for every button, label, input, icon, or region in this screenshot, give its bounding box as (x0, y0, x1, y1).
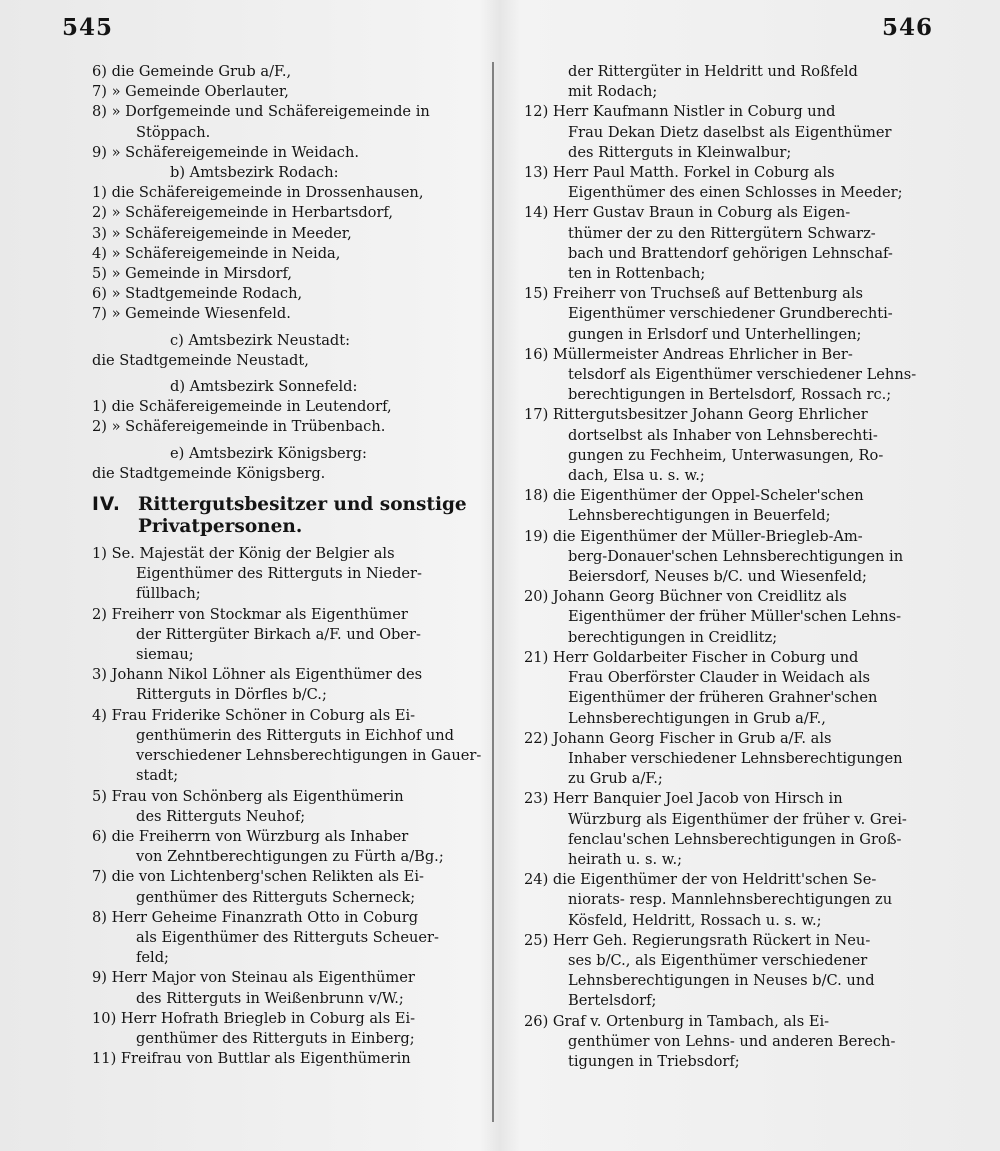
text-line: 10) Herr Hofrath Briegleb in Coburg als Ei- (92, 1009, 416, 1027)
text-line: 5) » Gemeinde in Mirsdorf, (92, 265, 293, 283)
text-line: 22) Johann Georg Fischer in Grub a/F. als (524, 729, 832, 747)
text-line: des Ritterguts in Weißenbrunn v/W.; (136, 989, 404, 1007)
text-line: Lehnsberechtigungen in Neuses b/C. und (568, 972, 875, 990)
text-line: 12) Herr Kaufmann Nistler in Coburg und (524, 103, 836, 121)
text-line: Stöppach. (136, 123, 211, 141)
text-line: Kösfeld, Heldritt, Rossach u. s. w.; (568, 911, 822, 929)
text-line: 7) » Gemeinde Wiesenfeld. (92, 305, 291, 323)
text-line: fenclau'schen Lehnsberechtigungen in Groß- (568, 830, 902, 848)
text-line: 1) die Schäfereigemeinde in Drossenhausen, (92, 184, 424, 202)
text-line: Eigenthümer verschiedener Grundberechti- (568, 305, 893, 323)
text-line: gungen zu Fechheim, Unterwasungen, Ro- (568, 446, 884, 464)
section-title-line-2: Privatpersonen. (138, 516, 303, 538)
text-line: 1) Se. Majestät der König der Belgier als (92, 545, 395, 563)
text-line: siemau; (136, 646, 194, 664)
text-line: 25) Herr Geh. Regierungsrath Rückert in Neu- (524, 931, 871, 949)
text-line: Würzburg als Eigenthümer der früher v. Grei- (568, 810, 907, 828)
text-line: berechtigungen in Creidlitz; (568, 628, 778, 646)
district-heading: d) Amtsbezirk Sonnefeld: (170, 378, 358, 396)
text-line: mit Rodach; (568, 83, 658, 101)
text-line: 6) die Freiherrn von Würzburg als Inhaber (92, 827, 409, 845)
text-line: 2) » Schäfereigemeinde in Herbartsdorf, (92, 204, 393, 222)
text-line: 4) » Schäfereigemeinde in Neida, (92, 244, 341, 262)
text-line: ses b/C., als Eigenthümer verschiedener (568, 951, 868, 969)
text-line: Frau Oberförster Clauder in Weidach als (568, 669, 870, 687)
text-line: 23) Herr Banquier Joel Jacob von Hirsch in (524, 790, 843, 808)
text-line: 18) die Eigenthümer der Oppel-Scheler'schen (524, 487, 864, 505)
page-number-right: 546 (882, 14, 934, 41)
text-line: 2) Freiherr von Stockmar als Eigenthümer (92, 605, 408, 623)
right-column (524, 62, 924, 1072)
text-line: Frau Dekan Dietz daselbst als Eigenthümer (568, 123, 892, 141)
district-heading: c) Amtsbezirk Neustadt: (170, 331, 351, 349)
text-line: füllbach; (136, 585, 201, 603)
text-line: dortselbst als Inhaber von Lehnsberechti- (568, 426, 878, 444)
text-line: 6) die Gemeinde Grub a/F., (92, 63, 292, 80)
text-line: tigungen in Triebsdorf; (568, 1052, 740, 1070)
text-line: Bertelsdorf; (568, 992, 657, 1010)
section-title-line-1: Rittergutsbesitzer und sonstige (138, 494, 467, 516)
text-line: 13) Herr Paul Matth. Forkel in Coburg als (524, 164, 835, 182)
text-line: die Stadtgemeinde Neustadt, (92, 351, 309, 369)
text-line: genthümer des Ritterguts Scherneck; (136, 888, 416, 906)
text-line: 17) Rittergutsbesitzer Johann Georg Ehrlicher (524, 406, 868, 424)
text-line: genthümer von Lehns- und anderen Berech- (568, 1032, 896, 1050)
text-line: berg-Donauer'schen Lehnsberechtigungen in (568, 547, 904, 565)
text-line: Eigenthümer der früheren Grahner'schen (568, 689, 878, 707)
text-line: thümer der zu den Rittergütern Schwarz- (568, 224, 876, 242)
text-line: 14) Herr Gustav Braun in Coburg als Eigen- (524, 204, 851, 222)
text-line: 1) die Schäfereigemeinde in Leutendorf, (92, 398, 392, 416)
text-line: Eigenthümer der früher Müller'schen Lehns- (568, 608, 902, 626)
text-line: Beiersdorf, Neuses b/C. und Wiesenfeld; (568, 568, 867, 586)
text-line: 20) Johann Georg Büchner von Creidlitz als (524, 588, 847, 606)
left-column (92, 62, 482, 1069)
text-line: der Rittergüter Birkach a/F. und Ober- (136, 625, 421, 643)
text-line: ten in Rottenbach; (568, 265, 706, 283)
district-heading: e) Amtsbezirk Königsberg: (170, 444, 367, 462)
text-line: stadt; (136, 767, 179, 785)
text-line: 26) Graf v. Ortenburg in Tambach, als Ei- (524, 1012, 830, 1030)
text-line: 8) » Dorfgemeinde und Schäfereigemeinde in (92, 103, 430, 121)
text-line: 15) Freiherr von Truchseß auf Bettenburg als (524, 285, 864, 303)
text-line: des Ritterguts in Kleinwalbur; (568, 143, 792, 161)
text-line: 8) Herr Geheime Finanzrath Otto in Coburg (92, 908, 419, 926)
district-heading: b) Amtsbezirk Rodach: (170, 164, 339, 182)
text-line: der Rittergüter in Heldritt und Roßfeld (568, 63, 858, 80)
text-line: 11) Freifrau von Buttlar als Eigenthümerin (92, 1050, 411, 1068)
text-line: heirath u. s. w.; (568, 850, 683, 868)
text-line: 24) die Eigenthümer der von Heldritt'schen Se- (524, 871, 877, 889)
text-line: 7) die von Lichtenberg'schen Relikten als Ei- (92, 868, 424, 886)
section-number: IV. (92, 494, 121, 516)
text-line: 9) Herr Major von Steinau als Eigenthümer (92, 969, 415, 987)
text-line: 2) » Schäfereigemeinde in Trübenbach. (92, 418, 386, 436)
text-line: Eigenthümer des einen Schlosses in Meeder; (568, 184, 903, 202)
text-line: zu Grub a/F.; (568, 770, 663, 788)
text-line: 3) » Schäfereigemeinde in Meeder, (92, 224, 352, 242)
text-line: Lehnsberechtigungen in Beuerfeld; (568, 507, 831, 525)
text-line: 6) » Stadtgemeinde Rodach, (92, 285, 303, 303)
text-line: gungen in Erlsdorf und Unterhellingen; (568, 325, 862, 343)
text-line: bach und Brattendorf gehörigen Lehnschaf- (568, 244, 893, 262)
text-line: 4) Frau Friderike Schöner in Coburg als Ei- (92, 706, 416, 724)
text-line: von Zehntberechtigungen zu Fürth a/Bg.; (136, 848, 444, 866)
text-line: als Eigenthümer des Ritterguts Scheuer- (136, 928, 439, 946)
text-line: berechtigungen in Bertelsdorf, Rossach rc.; (568, 386, 892, 404)
text-line: niorats- resp. Mannlehnsberechtigungen zu (568, 891, 893, 909)
text-line: Lehnsberechtigungen in Grub a/F., (568, 709, 826, 727)
text-line: des Ritterguts Neuhof; (136, 807, 306, 825)
text-line: 16) Müllermeister Andreas Ehrlicher in Ber- (524, 345, 853, 363)
text-line: Eigenthümer des Ritterguts in Nieder- (136, 565, 422, 583)
text-line: 19) die Eigenthümer der Müller-Briegleb-Am- (524, 527, 863, 545)
text-line: 9) » Schäfereigemeinde in Weidach. (92, 143, 359, 161)
text-line: 7) » Gemeinde Oberlauter, (92, 83, 289, 101)
text-line: Ritterguts in Dörfles b/C.; (136, 686, 327, 704)
column-divider (492, 62, 494, 1122)
text-line: Inhaber verschiedener Lehnsberechtigungen (568, 749, 903, 767)
text-line: 5) Frau von Schönberg als Eigenthümerin (92, 787, 404, 805)
text-line: genthümerin des Ritterguts in Eichhof und (136, 726, 454, 744)
section-heading (92, 494, 482, 516)
text-line: feld; (136, 949, 169, 967)
text-line: verschiedener Lehnsberechtigungen in Gauer- (136, 747, 482, 765)
text-line: 3) Johann Nikol Löhner als Eigenthümer des (92, 666, 423, 684)
text-line: 21) Herr Goldarbeiter Fischer in Coburg und (524, 648, 859, 666)
text-line: dach, Elsa u. s. w.; (568, 467, 705, 485)
text-line: genthümer des Ritterguts in Einberg; (136, 1029, 415, 1047)
page-number-left: 545 (62, 14, 114, 41)
text-line: telsdorf als Eigenthümer verschiedener Lehns- (568, 366, 917, 384)
text-line: die Stadtgemeinde Königsberg. (92, 464, 326, 482)
